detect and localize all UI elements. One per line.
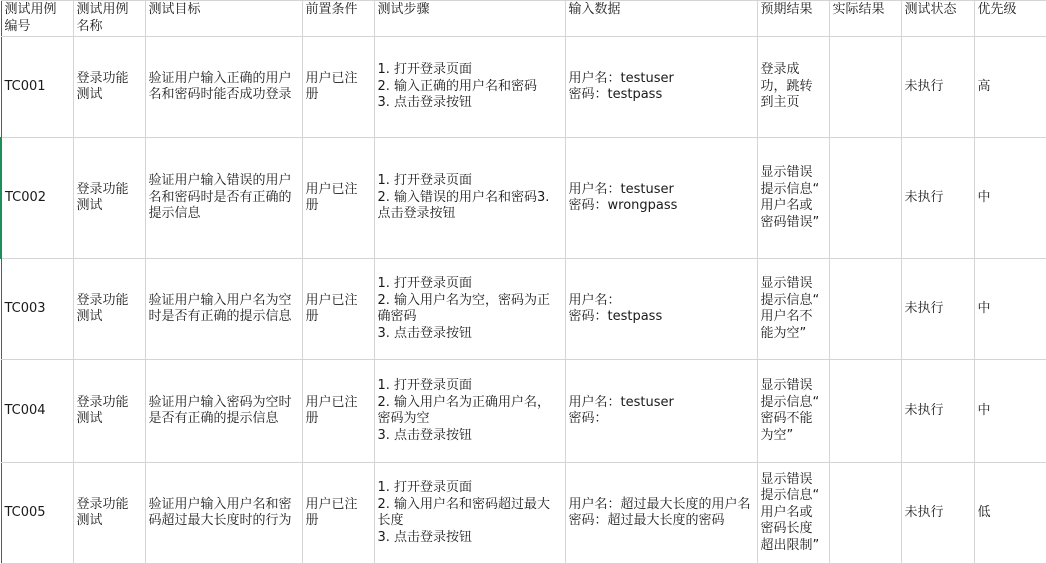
cell-expected[interactable]: 显示错误 提示信息“ 密码不能 为空” (757, 360, 829, 463)
cell-name[interactable]: 登录功能 测试 (73, 37, 145, 138)
cell-goal[interactable]: 验证用户输入密码为空时是否有正确的提示信息 (145, 360, 302, 463)
cell-name[interactable]: 登录功能 测试 (73, 259, 145, 360)
cell-status[interactable]: 未执行 (901, 360, 974, 463)
table-row (1, 259, 1046, 360)
cell-goal[interactable]: 验证用户输入用户名为空时是否有正确的提示信息 (145, 259, 302, 360)
cell-precondition[interactable]: 用户已注 册 (302, 37, 374, 138)
cell-actual[interactable] (829, 37, 901, 138)
cell-priority[interactable]: 中 (974, 360, 1046, 463)
cell-goal[interactable]: 验证用户输入用户名和密码超过最大长度时的行为 (145, 463, 302, 564)
header-input[interactable]: 输入数据 (565, 1, 757, 37)
header-name[interactable]: 测试用例 名称 (73, 1, 145, 37)
cell-steps[interactable]: 1. 打开登录页面 2. 输入用户名和密码超过最大长度 3. 点击登录按钮 (374, 463, 565, 564)
cell-id[interactable]: TC003 (1, 259, 73, 360)
cell-steps[interactable]: 1. 打开登录页面 2. 输入正确的用户名和密码 3. 点击登录按钮 (374, 37, 565, 138)
cell-steps[interactable]: 1. 打开登录页面 2. 输入用户名为空，密码为正确密码 3. 点击登录按钮 (374, 259, 565, 360)
cell-input[interactable]: 用户名： 密码：testpass (565, 259, 757, 360)
cell-priority[interactable]: 中 (974, 138, 1046, 259)
cell-expected[interactable]: 显示错误 提示信息“ 用户名不 能为空” (757, 259, 829, 360)
cell-id[interactable]: TC004 (1, 360, 73, 463)
cell-id-selected[interactable]: TC002 (1, 138, 73, 259)
cell-name[interactable]: 登录功能 测试 (73, 463, 145, 564)
cell-input[interactable]: 用户名：testuser 密码：wrongpass (565, 138, 757, 259)
cell-id[interactable]: TC001 (1, 37, 73, 138)
header-status[interactable]: 测试状态 (901, 1, 974, 37)
cell-goal[interactable]: 验证用户输入错误的用户名和密码时是否有正确的提示信息 (145, 138, 302, 259)
header-id[interactable]: 测试用例 编号 (1, 1, 73, 37)
header-row (1, 1, 1046, 37)
cell-precondition[interactable]: 用户已注 册 (302, 259, 374, 360)
cell-priority[interactable]: 低 (974, 463, 1046, 564)
cell-steps[interactable]: 1. 打开登录页面 2. 输入用户名为正确用户名，密码为空 3. 点击登录按钮 (374, 360, 565, 463)
cell-input[interactable]: 用户名：testuser 密码： (565, 360, 757, 463)
cell-expected[interactable]: 登录成 功，跳转 到主页 (757, 37, 829, 138)
cell-name[interactable]: 登录功能 测试 (73, 360, 145, 463)
cell-actual[interactable] (829, 360, 901, 463)
cell-precondition[interactable]: 用户已注 册 (302, 463, 374, 564)
table-row (1, 138, 1046, 259)
cell-id[interactable]: TC005 (1, 463, 73, 564)
cell-actual[interactable] (829, 259, 901, 360)
cell-status[interactable]: 未执行 (901, 138, 974, 259)
header-precondition[interactable]: 前置条件 (302, 1, 374, 37)
cell-precondition[interactable]: 用户已注 册 (302, 360, 374, 463)
table-row (1, 37, 1046, 138)
cell-goal[interactable]: 验证用户输入正确的用户名和密码时能否成功登录 (145, 37, 302, 138)
header-expected[interactable]: 预期结果 (757, 1, 829, 37)
table-row (1, 463, 1046, 564)
cell-name[interactable]: 登录功能 测试 (73, 138, 145, 259)
cell-input[interactable]: 用户名：testuser 密码：testpass (565, 37, 757, 138)
cell-priority[interactable]: 高 (974, 37, 1046, 138)
cell-steps[interactable]: 1. 打开登录页面 2. 输入错误的用户名和密码3. 点击登录按钮 (374, 138, 565, 259)
cell-status[interactable]: 未执行 (901, 37, 974, 138)
cell-priority[interactable]: 中 (974, 259, 1046, 360)
header-priority[interactable]: 优先级 (974, 1, 1046, 37)
cell-input[interactable]: 用户名：超过最大长度的用户名 密码：超过最大长度的密码 (565, 463, 757, 564)
cell-precondition[interactable]: 用户已注 册 (302, 138, 374, 259)
cell-status[interactable]: 未执行 (901, 259, 974, 360)
cell-status[interactable]: 未执行 (901, 463, 974, 564)
cell-expected[interactable]: 显示错误 提示信息“ 用户名或 密码长度 超出限制” (757, 463, 829, 564)
cell-actual[interactable] (829, 138, 901, 259)
cell-actual[interactable] (829, 463, 901, 564)
header-goal[interactable]: 测试目标 (145, 1, 302, 37)
table-row (1, 360, 1046, 463)
header-actual[interactable]: 实际结果 (829, 1, 901, 37)
header-steps[interactable]: 测试步骤 (374, 1, 565, 37)
cell-expected[interactable]: 显示错误 提示信息“ 用户名或 密码错误” (757, 138, 829, 259)
